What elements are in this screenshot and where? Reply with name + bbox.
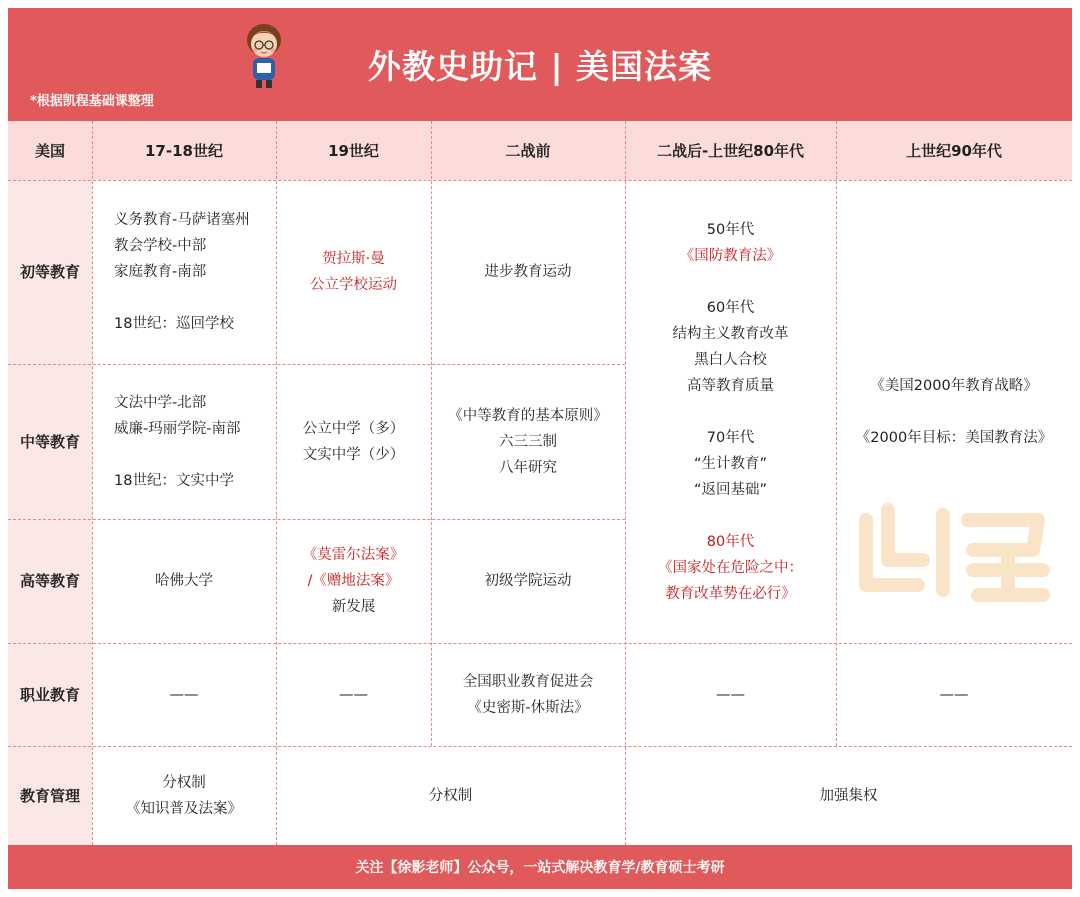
higher-19-acts: 《莫雷尔法案》 /《赠地法案》 <box>302 547 405 589</box>
cell-secondary-19: 公立中学（多） 文实中学（少） <box>276 364 431 519</box>
cell-primary-1718: 义务教育-马萨诸塞州 教会学校-中部 家庭教育-南部 18世纪：巡回学校 <box>92 180 276 364</box>
grid-line <box>8 519 625 520</box>
grid-line <box>431 121 432 746</box>
higher-19-development: 新发展 <box>331 599 376 615</box>
row-header-secondary: 中等教育 <box>8 364 92 519</box>
cell-voc-19: —— <box>276 643 431 746</box>
row-header-primary: 初等教育 <box>8 180 92 364</box>
cell-primary-19: 贺拉斯·曼 公立学校运动 <box>276 180 431 364</box>
grid-line <box>276 121 277 845</box>
postwar-80s: 80年代 《国家处在危险之中： 教育改革势在必行》 <box>658 533 803 602</box>
postwar-50s-label: 50年代 <box>706 221 755 238</box>
cell-secondary-1718: 文法中学-北部 威廉-玛丽学院-南部 18世纪：文实中学 <box>92 364 276 519</box>
cell-admin-19-prewar: 分权制 <box>276 746 625 845</box>
col-header-postwar: 二战后-上世纪80年代 <box>625 121 836 180</box>
row-header-admin: 教育管理 <box>8 746 92 845</box>
grid-line <box>8 746 1072 747</box>
cell-voc-1718: —— <box>92 643 276 746</box>
col-header-17-18: 17-18世纪 <box>92 121 276 180</box>
cell-voc-prewar: 全国职业教育促进会 《史密斯-休斯法》 <box>431 643 625 746</box>
cell-primary-prewar: 进步教育运动 <box>431 180 625 364</box>
corner-header: 美国 <box>8 121 92 180</box>
cell-higher-1718: 哈佛大学 <box>92 519 276 643</box>
postwar-60s: 60年代 结构主义教育改革 黑白人合校 高等教育质量 <box>672 299 789 394</box>
cell-nineties-merged: 《美国2000年教育战略》 《2000年目标：美国教育法》 <box>836 180 1072 643</box>
col-header-90s: 上世纪90年代 <box>836 121 1072 180</box>
footer-banner: 关注【徐影老师】公众号，一站式解决教育学/教育硕士考研 <box>8 845 1072 889</box>
grid-line <box>8 643 1072 644</box>
header-banner <box>8 8 1072 121</box>
cell-voc-postwar: —— <box>625 643 836 746</box>
cell-higher-19 <box>276 519 431 643</box>
grid-line <box>625 121 626 845</box>
cell-postwar-merged <box>625 180 836 643</box>
postwar-70s: 70年代 “生计教育” “返回基础” <box>693 429 768 498</box>
cell-admin-post: 加强集权 <box>625 746 1072 845</box>
postwar-50s-act: 《国防教育法》 <box>679 247 782 264</box>
col-header-19: 19世纪 <box>276 121 431 180</box>
cell-higher-prewar: 初级学院运动 <box>431 519 625 643</box>
grid-line <box>92 121 93 845</box>
cell-secondary-prewar: 《中等教育的基本原则》 六三三制 八年研究 <box>431 364 625 519</box>
row-header-vocational: 职业教育 <box>8 643 92 746</box>
grid-line <box>836 121 837 746</box>
grid-line <box>8 180 1072 181</box>
col-header-prewar: 二战前 <box>431 121 625 180</box>
cell-admin-1718: 分权制 《知识普及法案》 <box>92 746 276 845</box>
cell-voc-90s: —— <box>836 643 1072 746</box>
comparison-table <box>8 121 1072 845</box>
grid-line <box>8 364 625 365</box>
teacher-mascot-icon <box>234 18 294 90</box>
page-title: 外教史助记 | 美国法案 <box>367 47 713 86</box>
source-note: *根据凯程基础课整理 <box>30 94 154 109</box>
row-header-higher: 高等教育 <box>8 519 92 643</box>
